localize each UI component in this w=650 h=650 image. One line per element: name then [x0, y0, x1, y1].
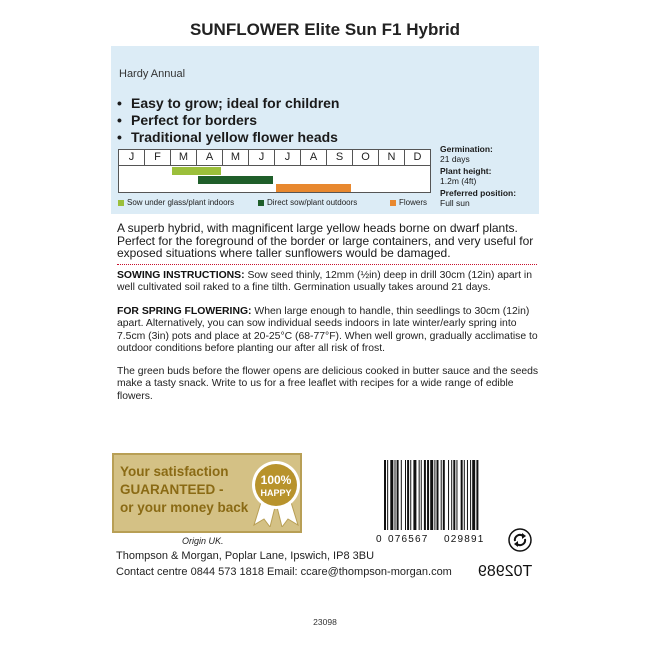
barcode-right-digits: 029891: [444, 534, 485, 545]
barcode-bar: [395, 460, 396, 530]
contact-info: Contact centre 0844 573 1818 Email: ccare@thompson-morgan.com: [116, 566, 452, 578]
barcode-icon: [374, 458, 500, 546]
guarantee-badge: [112, 453, 302, 533]
bullet-icon: •: [117, 95, 122, 111]
legend-swatch-icon: [390, 200, 396, 206]
barcode-bar: [448, 460, 449, 530]
sowing-calendar: [118, 149, 431, 193]
barcode-left-digit: 0: [376, 534, 382, 545]
germination-label: Germination:: [440, 144, 493, 154]
growing-info: [440, 144, 538, 210]
feature-item: • Easy to grow; ideal for children: [117, 95, 340, 111]
seal-bottom-text: HAPPY: [260, 488, 292, 498]
month-label: S: [326, 150, 352, 165]
barcode-bar: [413, 460, 416, 530]
feature-list: [117, 95, 339, 146]
barcode-bar: [451, 460, 452, 530]
section-divider: [117, 264, 537, 265]
feature-item: • Traditional yellow flower heads: [117, 129, 338, 145]
calendar-months: [119, 150, 430, 166]
barcode-bar: [410, 460, 411, 530]
barcode-bar: [401, 460, 402, 530]
month-label: J: [128, 151, 135, 163]
month-label: A: [196, 150, 222, 165]
month-label: J: [248, 150, 274, 165]
calendar-legend: [118, 198, 436, 210]
month-label: N: [378, 150, 404, 165]
recycle-icon: [508, 528, 532, 552]
edible-note: The green buds before the flower opens are delicious cooked in butter sauce and the seeds make a tasty snack. Write to us for a free leaflet with recipes for a wide range of edible flowers.: [117, 366, 539, 402]
period-bar-outdoors: [198, 176, 273, 184]
happy-seal-icon: [250, 459, 302, 527]
period-bar-indoors: [172, 167, 221, 175]
sowing-instructions: SOWING INSTRUCTIONS: Sow seed thinly, 12mm (½in) deep in drill 30cm (12in) apart in well cultivated soil raked to a fine tilth. Germination usually takes around 21 days.: [117, 270, 532, 294]
legend-item: Direct sow/plant outdoors: [258, 198, 357, 207]
position-value: Full sun: [440, 198, 470, 208]
period-bar-flowers: [276, 184, 351, 192]
legend-swatch-icon: [258, 200, 264, 206]
barcode-bar: [421, 460, 422, 530]
barcode-bar: [441, 460, 442, 530]
barcode-bar: [476, 460, 478, 530]
bullet-icon: •: [117, 129, 122, 145]
month-label: O: [352, 150, 378, 165]
feature-item: • Perfect for borders: [117, 112, 258, 128]
month-label: D: [404, 150, 430, 165]
company-address: Thompson & Morgan, Poplar Lane, Ipswich, IP8 3BU: [116, 550, 375, 562]
month-label: J: [274, 150, 300, 165]
barcode-bar: [427, 460, 429, 530]
position-label: Preferred position:: [440, 188, 517, 198]
month-label: M: [222, 150, 248, 165]
bullet-icon: •: [117, 112, 122, 128]
barcode-bar: [384, 460, 386, 530]
barcode-bar: [430, 460, 433, 530]
barcode-bar: [419, 460, 420, 530]
product-description: A superb hybrid, with magnificent large yellow heads borne on dwarf plants. Perfect for the foreground of the border or large containers, and very useful for exposed situations where taller sunflowers would be damaged.: [117, 221, 534, 260]
reference-number: 23098: [313, 617, 337, 627]
month-label: A: [300, 150, 326, 165]
month-label: F: [144, 150, 170, 165]
barcode-bar: [434, 460, 435, 530]
barcode-bar: [467, 460, 468, 530]
barcode-bar: [470, 460, 471, 530]
product-code: T02989: [478, 563, 533, 580]
product-title: SUNFLOWER Elite Sun F1 Hybrid: [189, 20, 461, 39]
guarantee-text: Your satisfaction GUARANTEED - or your money back: [120, 464, 249, 515]
barcode-middle-digits: 076567: [388, 534, 429, 545]
barcode-bar: [405, 460, 406, 530]
legend-swatch-icon: [118, 200, 124, 206]
barcode-bar: [472, 460, 475, 530]
barcode-bar: [424, 460, 426, 530]
barcode-bar: [456, 460, 457, 530]
legend-item: Flowers: [390, 198, 427, 207]
barcode-bar: [453, 460, 455, 530]
height-label: Plant height:: [440, 166, 492, 176]
barcode-bar: [437, 460, 439, 530]
spring-flowering: FOR SPRING FLOWERING: When large enough to handle, thin seedlings to 30cm (12in) apart. Alternatively, you can sow individual seeds indoors in late winter/early spring into 7.5cm (3in) pots and place at 20-25°C (68-77°F). When well grown, gradually acclimatise to outdoor conditions before planting our after all risk of frost.: [117, 306, 538, 355]
origin-text: Origin UK.: [182, 536, 224, 546]
height-value: 1.2m (4ft): [440, 176, 477, 186]
barcode-bar: [464, 460, 465, 530]
barcode-bar: [387, 460, 388, 530]
month-label: M: [170, 150, 196, 165]
legend-item: Sow under glass/plant indoors: [118, 198, 234, 207]
germination-value: 21 days: [440, 154, 470, 164]
barcode-bar: [390, 460, 393, 530]
barcode-bar: [407, 460, 409, 530]
plant-type: Hardy Annual: [119, 68, 186, 80]
barcode-bar: [443, 460, 445, 530]
barcode-bar: [397, 460, 399, 530]
barcode-bar: [461, 460, 463, 530]
seal-top-text: 100%: [260, 473, 292, 487]
